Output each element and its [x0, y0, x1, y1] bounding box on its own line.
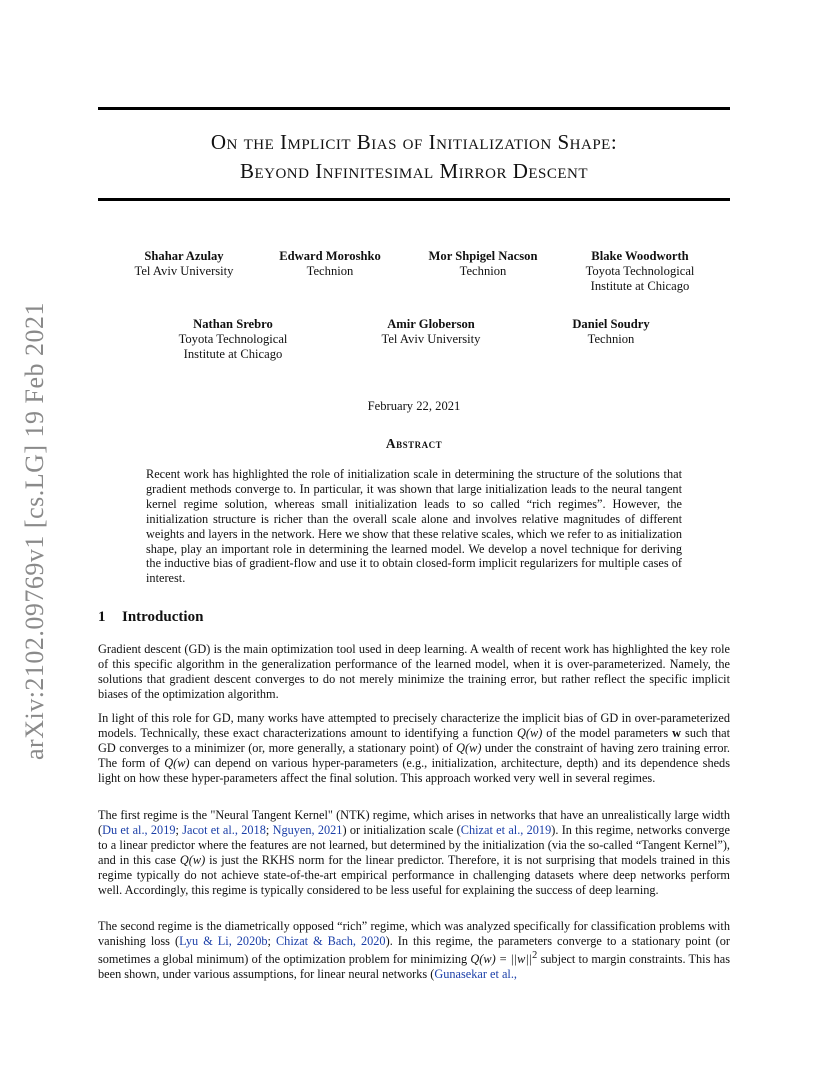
- citation-link[interactable]: Chizat & Bach, 2020: [275, 933, 386, 948]
- math-expression: Q(w) = ||w||: [470, 951, 533, 966]
- author-affiliation: Technion: [306, 264, 354, 278]
- section-title: Introduction: [122, 609, 204, 625]
- citation-link[interactable]: Lyu & Li, 2020b: [179, 933, 268, 948]
- arxiv-stamp: arXiv:2102.09769v1 [cs.LG] 19 Feb 2021: [20, 301, 49, 760]
- paragraph-text: ;: [267, 933, 276, 948]
- paragraph-text: In light of this role for GD, many works have attempted to precisely characterize the implicit bias of GD in over-parameterized models. Technically, these exact characterizations amount to identifying a function: [98, 711, 730, 740]
- paragraph-text: ) or initialization scale (: [342, 822, 461, 837]
- citation-link[interactable]: Gunasekar et al.,: [434, 966, 518, 981]
- author-name: Daniel Soudry: [572, 317, 650, 331]
- title-line-2: Beyond Infinitesimal Mirror Descent: [239, 159, 589, 183]
- title-bottom-rule: [98, 198, 730, 201]
- math-expression: Q(w): [517, 725, 543, 740]
- author-affiliation: Technion: [587, 332, 635, 346]
- author-block: [336, 317, 526, 347]
- paragraph-text: The second regime is the diametrically opposed “rich” regime, which was analyzed specifically for classification problems with vanishing loss (: [98, 919, 730, 948]
- paragraph-text: ). In this regime, the parameters converge to a stationary point (or sometimes a global minimum) of the optimization problem for minimizing: [98, 933, 730, 966]
- paper-title: [98, 128, 730, 186]
- paragraph-text: The first regime is the "Neural Tangent Kernel" (NTK) regime, which arises in networks that have an unrealistically large width (: [98, 808, 730, 837]
- paragraph-text: subject to margin constraints. This has been shown, under various assumptions, for linear neural networks (: [98, 951, 730, 981]
- title-line-1: On the Implicit Bias of Initialization Shape:: [210, 130, 618, 154]
- author-affiliation: Tel Aviv University: [134, 264, 234, 278]
- citation-link[interactable]: Jacot et al., 2018: [182, 822, 266, 837]
- author-name: Shahar Azulay: [144, 249, 224, 263]
- paragraph-text: is just the RKHS norm for the linear predictor. Therefore, it is not surprising that models trained in this regime typically do not achieve state-of-the-art empirical performance in challenging datasets where deep networks perform well. Accordingly, this regime is typically considered to be less useful for explaining the success of deep learning.: [98, 852, 731, 897]
- author-name: Amir Globerson: [387, 317, 475, 331]
- author-block: [545, 249, 735, 294]
- title-top-rule: [98, 107, 730, 110]
- author-affiliation: Tel Aviv University: [381, 332, 481, 346]
- paragraph: [98, 919, 730, 982]
- paragraph-text: of the model parameters: [542, 725, 673, 740]
- author-block: [516, 317, 706, 347]
- citation-link[interactable]: Du et al., 2019: [102, 822, 176, 837]
- abstract-text: Recent work has highlighted the role of initialization scale in determining the structure of the solutions that gradient methods converge to. In particular, it was shown that large initialization leads to the neural tangent kernel regime solution, whereas small initialization leads to so called “rich regimes”. However, the initialization structure is richer than the overall scale alone and involves relative magnitudes of different weights and layers in the network. Here we show that these relative scales, which we refer to as initialization shape, play an important role in determining the learned model. We develop a novel technique for deriving the inductive bias of gradient-flow and use it to obtain closed-form implicit regularizers for multiple cases of interest.: [146, 467, 682, 586]
- paragraph: Gradient descent (GD) is the main optimization tool used in deep learning. A wealth of recent work has highlighted the key role of this specific algorithm in the generalization performance of the learned model, when it is over-parameterized. Namely, the solutions that gradient descent converges to do not merely minimize the training error, but rather reflect the specific implicit biases of the optimization algorithm.: [98, 642, 730, 701]
- paragraph: [98, 808, 730, 897]
- abstract-heading: Abstract: [385, 436, 443, 451]
- paragraph: [98, 711, 730, 786]
- paper-date: February 22, 2021: [367, 399, 461, 413]
- math-expression: Q(w): [456, 740, 482, 755]
- author-affiliation: Toyota Technological Institute at Chicago: [178, 332, 288, 361]
- section-heading: [98, 609, 203, 626]
- paragraph-text: can depend on various hyper-parameters (e.g., initialization, architecture, depth) and its dependence sheds light on how these hyper-parameters affect the final solution. This approach worked very well in several regimes.: [98, 755, 730, 785]
- math-expression: Q(w): [179, 852, 206, 867]
- paragraph-text: ;: [175, 822, 183, 837]
- section-number: 1: [98, 609, 106, 625]
- paragraph-text: ;: [265, 822, 273, 837]
- citation-link[interactable]: Nguyen, 2021: [272, 822, 343, 837]
- paragraph-text: such that GD converges to a minimizer (or, more generally, a stationary point) of: [98, 725, 730, 755]
- author-block: [138, 317, 328, 362]
- author-name: Edward Moroshko: [279, 249, 381, 263]
- citation-link[interactable]: Chizat et al., 2019: [460, 822, 552, 837]
- author-name: Blake Woodworth: [591, 249, 689, 263]
- author-affiliation: Toyota Technological Institute at Chicago: [585, 264, 695, 293]
- author-name: Mor Shpigel Nacson: [428, 249, 538, 263]
- math-expression: w: [672, 725, 682, 740]
- author-name: Nathan Srebro: [193, 317, 273, 331]
- math-superscript: 2: [532, 949, 538, 961]
- author-affiliation: Technion: [459, 264, 507, 278]
- paragraph-text: ). In this regime, networks converge to a linear predictor where the features are not learned, but determined by the initialization (via the so-called “Tangent Kernel”), and in this case: [98, 822, 730, 867]
- math-expression: Q(w): [164, 755, 190, 770]
- paragraph-text: under the constraint of having zero training error. The form of: [98, 740, 730, 770]
